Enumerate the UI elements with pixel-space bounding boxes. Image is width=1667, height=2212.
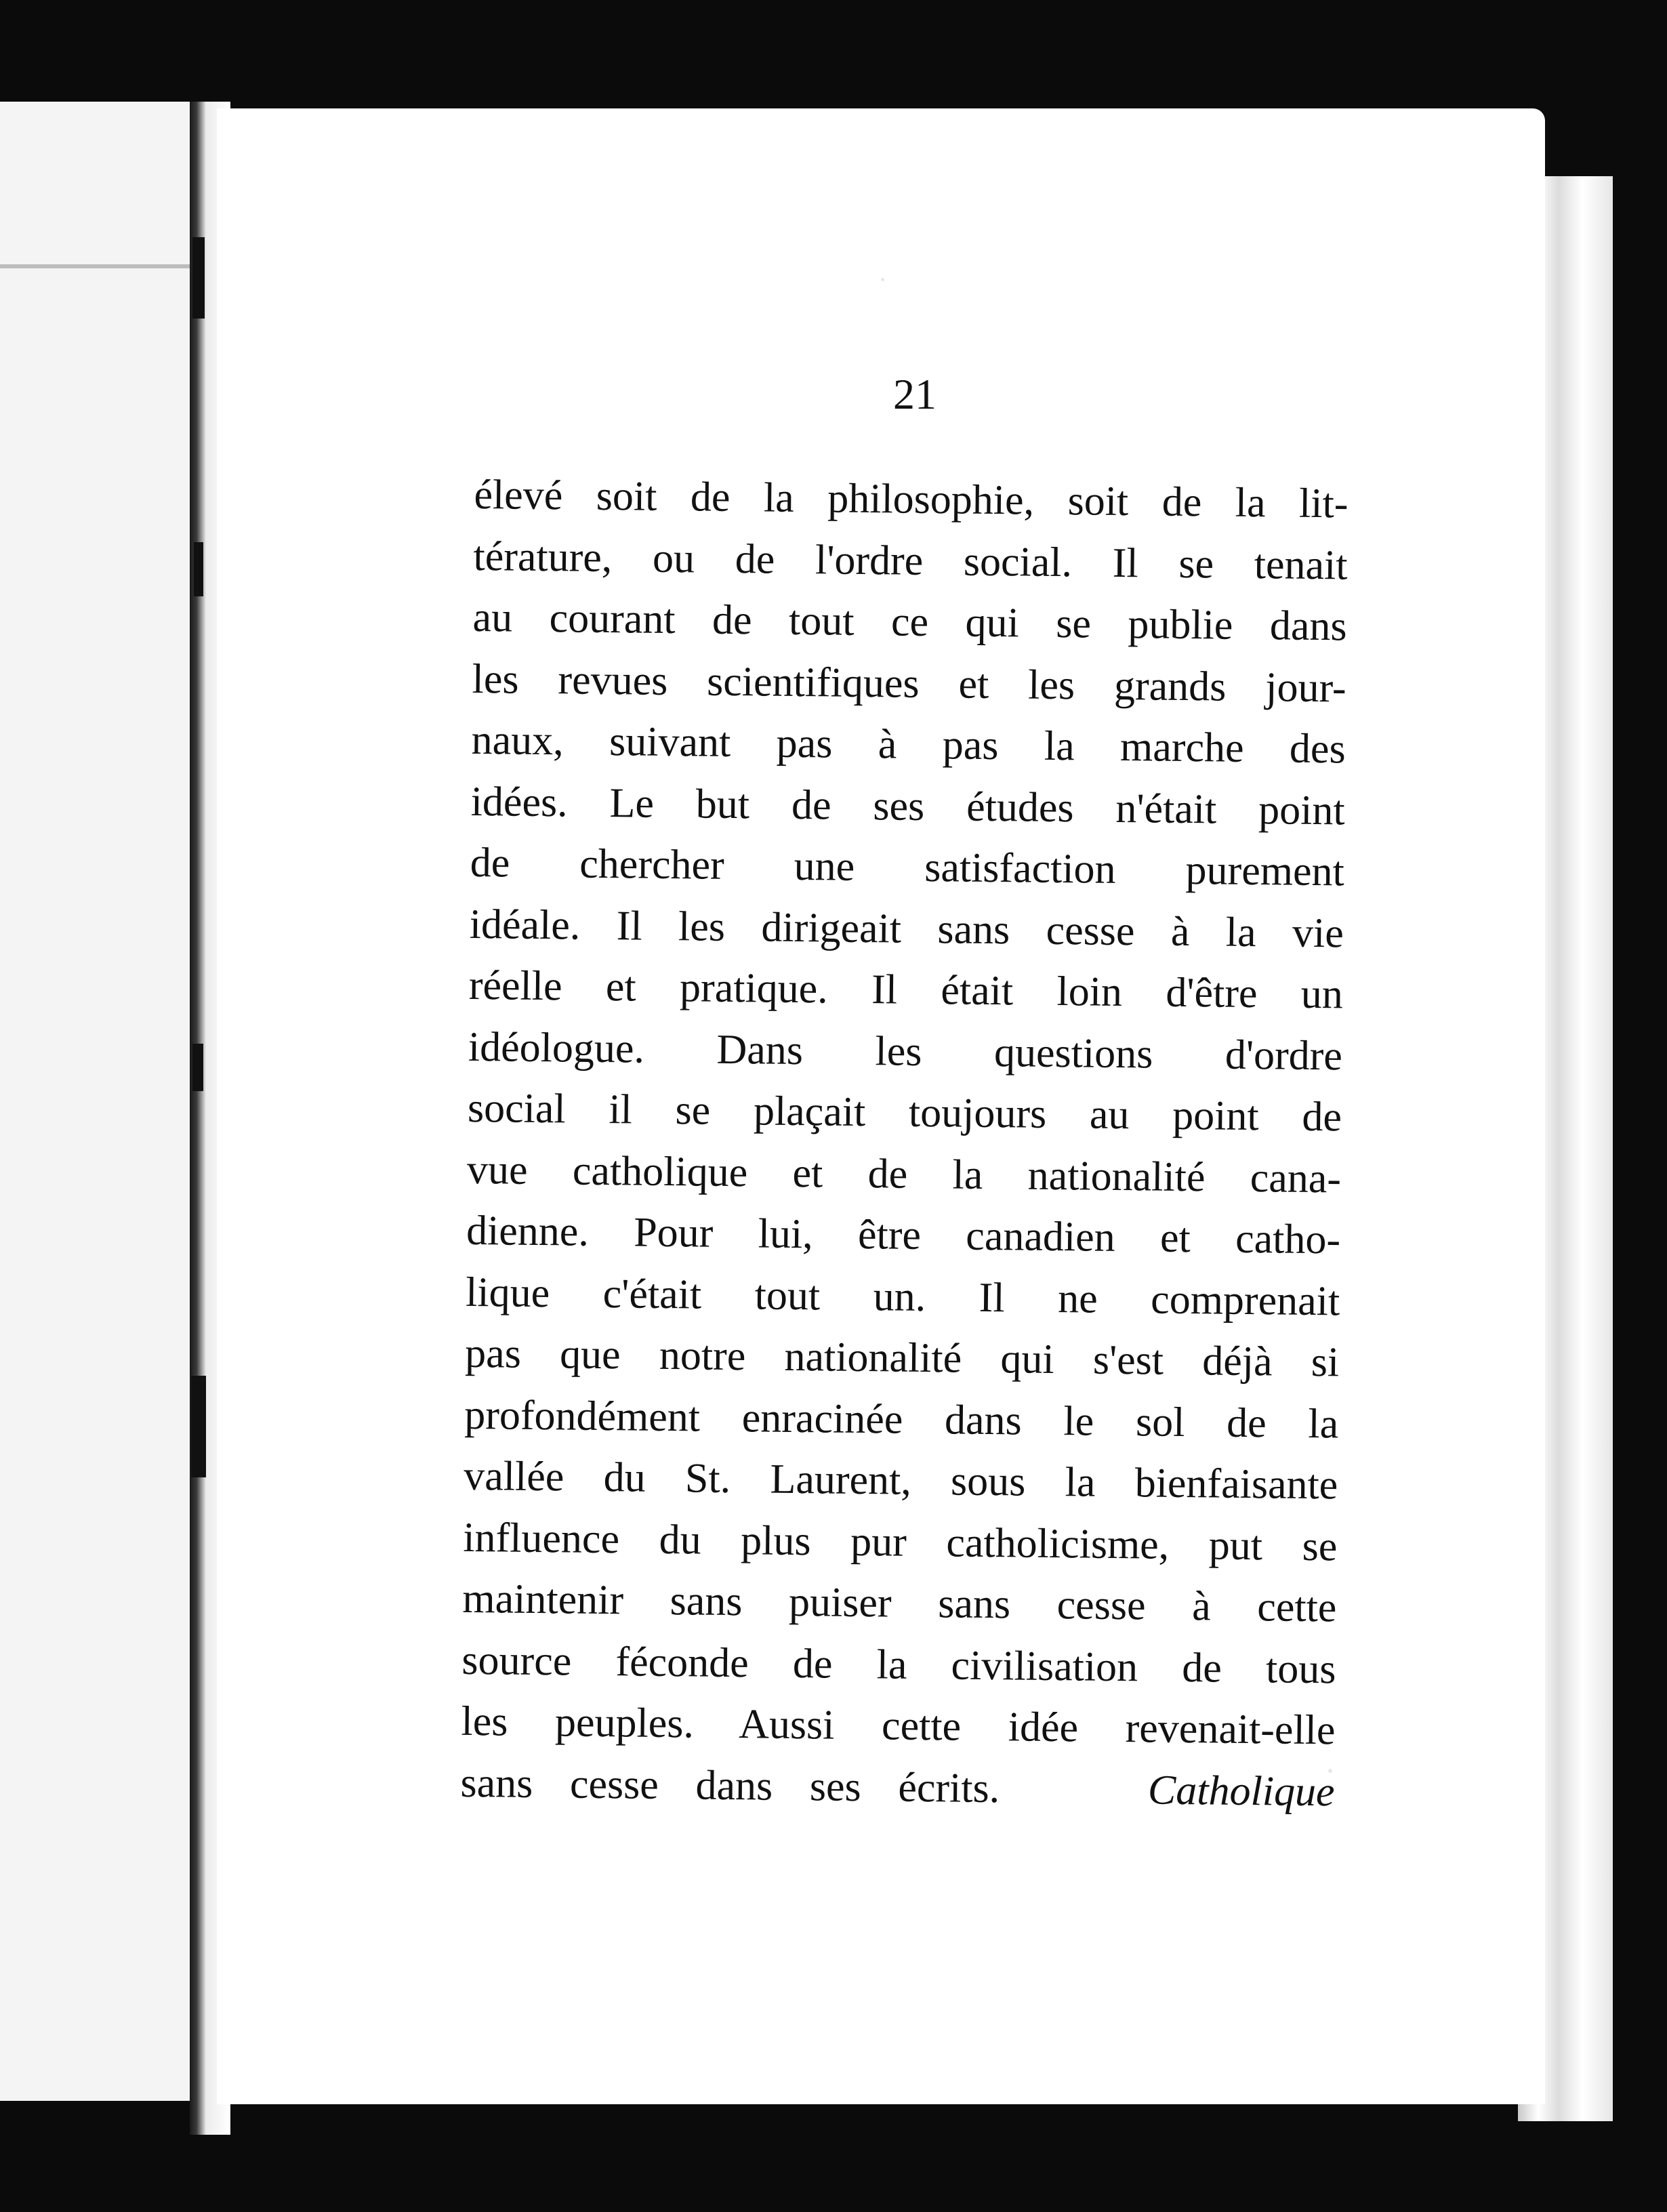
text-line: de chercher une satisfaction purement <box>470 839 1345 895</box>
spine-stitch-mark <box>194 542 203 596</box>
text-line: social il se plaçait toujours au point de <box>467 1084 1342 1141</box>
text-line: maintenir sans puiser sans cesse à cette <box>462 1575 1337 1631</box>
text-line: naux, suivant pas à pas la marche des <box>471 716 1346 773</box>
text-line: térature, ou de l'ordre social. Il se tenait <box>473 533 1348 588</box>
text-line: idéale. Il les dirigeait sans cesse à la vie <box>469 901 1344 956</box>
text-line: profondément enracinée dans le sol de la <box>464 1391 1339 1447</box>
spine-stitch-mark <box>192 1044 203 1091</box>
text-line-last <box>460 1752 1335 1822</box>
text-line: source féconde de la civilisation de tous <box>461 1637 1336 1692</box>
text-line: réelle et pratique. Il était loin d'être un <box>468 962 1344 1018</box>
spine-stitch-mark <box>192 237 205 319</box>
text-line: idées. Le but de ses études n'était point <box>470 778 1346 834</box>
paper-speck <box>881 278 884 281</box>
text-line: au courant de tout ce qui se publie dans <box>472 594 1347 650</box>
text-line: lique c'était tout un. Il ne comprenait <box>465 1269 1340 1324</box>
text-line: dienne. Pour lui, être canadien et catho- <box>466 1207 1341 1263</box>
body-text <box>460 464 1349 1822</box>
text-line: élevé soit de la philosophie, soit de la lit- <box>474 471 1349 527</box>
spine-stitch-mark <box>191 1376 206 1477</box>
italic-word: Catholique <box>1147 1767 1335 1815</box>
text-line: vallée du St. Laurent, sous la bienfaisante <box>464 1452 1338 1509</box>
last-line-text: sans cesse dans ses écrits. <box>460 1759 1000 1811</box>
text-line: influence du plus pur catholicisme, put se <box>463 1514 1338 1570</box>
text-line: les peuples. Aussi cette idée revenait-elle <box>461 1698 1336 1754</box>
text-line: pas que notre nationalité qui s'est déjà si <box>464 1330 1340 1386</box>
facing-page-shadow <box>0 264 197 268</box>
text-line: vue catholique et de la nationalité cana- <box>466 1146 1342 1202</box>
facing-page-edge <box>0 102 197 2101</box>
page-number: 21 <box>893 370 937 418</box>
text-line: idéologue. Dans les questions d'ordre <box>468 1023 1343 1079</box>
text-line: les revues scientifiques et les grands jour- <box>472 655 1346 711</box>
